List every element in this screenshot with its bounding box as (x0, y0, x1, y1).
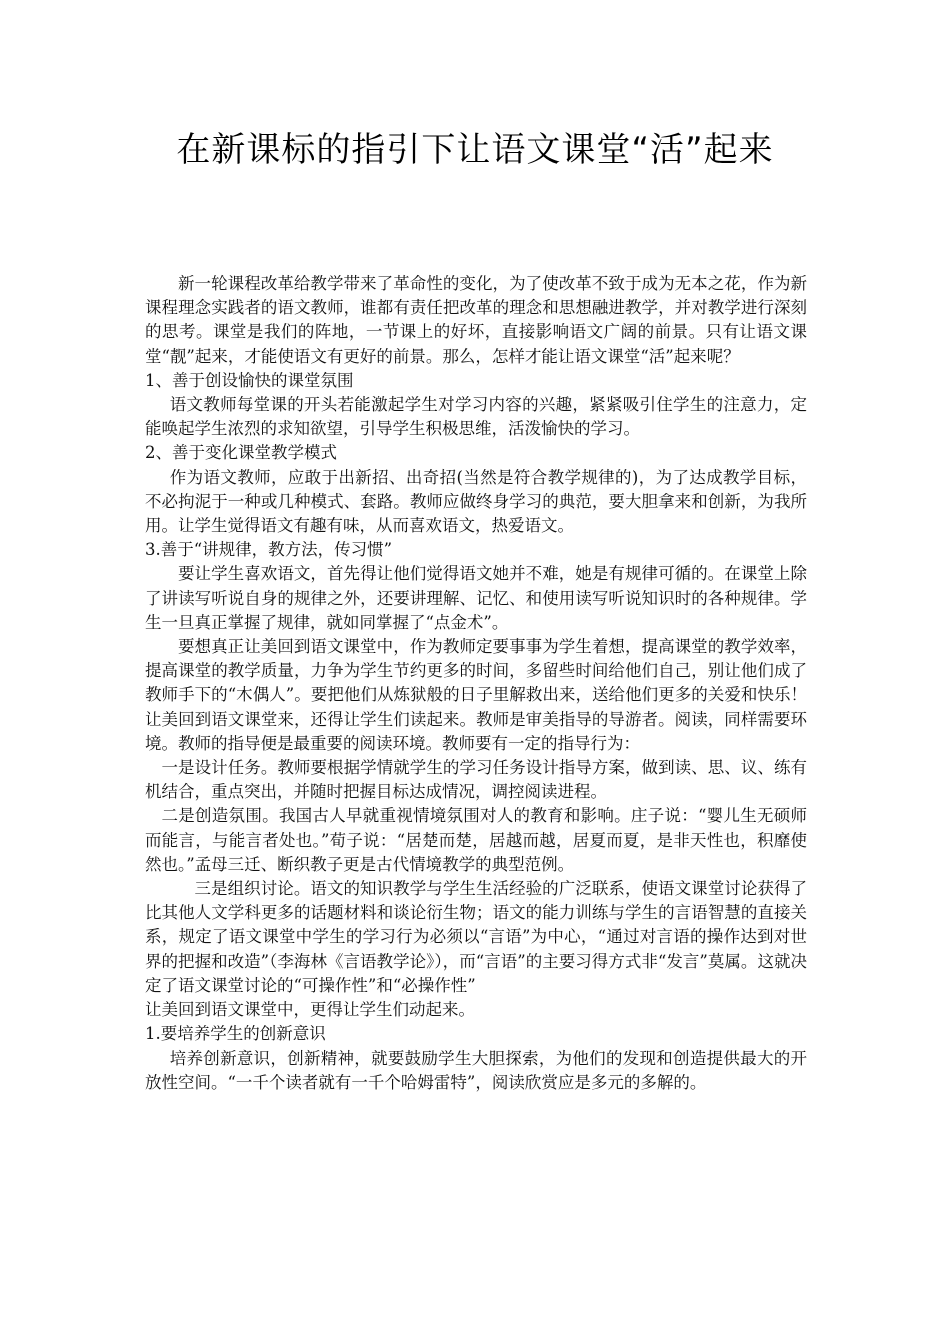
section-2-paragraph: 作为语文教师，应敢于出新招、出奇招(当然是符合教学规律的)，为了达成教学目标，不必拘泥于一种或几种模式、套路。教师应做终身学习的典范，要大胆拿来和创新，为我所用。让学生觉得语文有趣有味，从而喜欢语文，热爱语文。 (145, 467, 807, 536)
section-1-paragraph: 语文教师每堂课的开头若能激起学生对学习内容的兴趣，紧紧吸引住学生的注意力，定能唤起学生浓烈的求知欲望，引导学生积极思维，活泼愉快的学习。 (145, 395, 807, 439)
document-title: 在新课标的指引下让语文课堂“活”起来 (176, 130, 774, 170)
section-heading-1: 1、善于创设愉快的课堂氛围 (145, 370, 354, 390)
guidance-point-1: 一是设计任务。教师要根据学情就学生的学习任务设计指导方案，做到读、思、议、练有机结合，重点突出，并随时把握目标达成情况，调控阅读进程。 (145, 758, 807, 802)
section-3-paragraph: 要让学生喜欢语文，首先得让他们觉得语文她并不难，她是有规律可循的。在课堂上除了讲读写听说自身的规律之外，还要讲理解、记忆、和使用读写听说知识时的各种规律。学生一旦真正掌握了规律，就如同掌握了“点金术”。 (145, 564, 807, 632)
guidance-point-3: 三是组织讨论。语文的知识教学与学生生活经验的广泛联系，使语文课堂讨论获得了比其他人文学科更多的话题材料和谈论衍生物；语文的能力训练与学生的言语智慧的直接关系，规定了语文课堂中学生的学习行为必须以“言语”为中心，“通过对言语的操作达到对世界的把握和改造”（李海林《言语教学论》），而“言语”的主要习得方式非“发言”莫属。这就决定了语文课堂讨论的“可操作性”和“必操作性” (145, 879, 807, 995)
section-heading-3: 3.善于“讲规律，教方法，传习惯” (145, 540, 393, 560)
reading-guidance-paragraph: 要想真正让美回到语文课堂中，作为教师定要事事为学生着想，提高课堂的教学效率，提高课堂的教学质量，力争为学生节约更多的时间，多留些时间给他们自己，别让他们成了教师手下的“木偶人”。要把他们从炼狱般的日子里解救出来，送给他们更多的关爱和快乐！ 让美回到语文课堂来，还得让学生们读起来。教师是审美指导的导游者。阅读，同样需要环境。教师的指导便是最重要的阅读环境。教师要有一定的指导行为： (145, 637, 824, 753)
subsection-heading-1: 1.要培养学生的创新意识 (145, 1024, 326, 1044)
section-heading-2: 2、善于变化课堂教学模式 (145, 443, 337, 463)
document-body (145, 272, 824, 1095)
intro-paragraph: 新一轮课程改革给教学带来了革命性的变化，为了使改革不致于成为无本之花，作为新课程理念实践者的语文教师，谁都有责任把改革的理念和思想融进教学，并对教学进行深刻的思考。课堂是我们的阵地，一节课上的好坏，直接影响语文广阔的前景。只有让语文课堂“靓”起来，才能使语文有更好的前景。那么，怎样才能让语文课堂“活”起来呢？ (145, 274, 807, 366)
subsection-1-paragraph: 培养创新意识，创新精神，就要鼓励学生大胆探索，为他们的发现和创造提供最大的开放性空间。“一千个读者就有一千个哈姆雷特”，阅读欣赏应是多元的多解的。 (145, 1048, 807, 1092)
transition-line: 让美回到语文课堂中，更得让学生们动起来。 (145, 1000, 475, 1020)
guidance-point-2: 二是创造氛围。我国古人早就重视情境氛围对人的教育和影响。庄子说：“婴儿生无硕师而能言，与能言者处也。”荀子说：“居楚而楚，居越而越，居夏而夏，是非天性也，积靡使然也。”孟母三迁、断织教子更是古代情境教学的典型范例。 (145, 806, 807, 874)
